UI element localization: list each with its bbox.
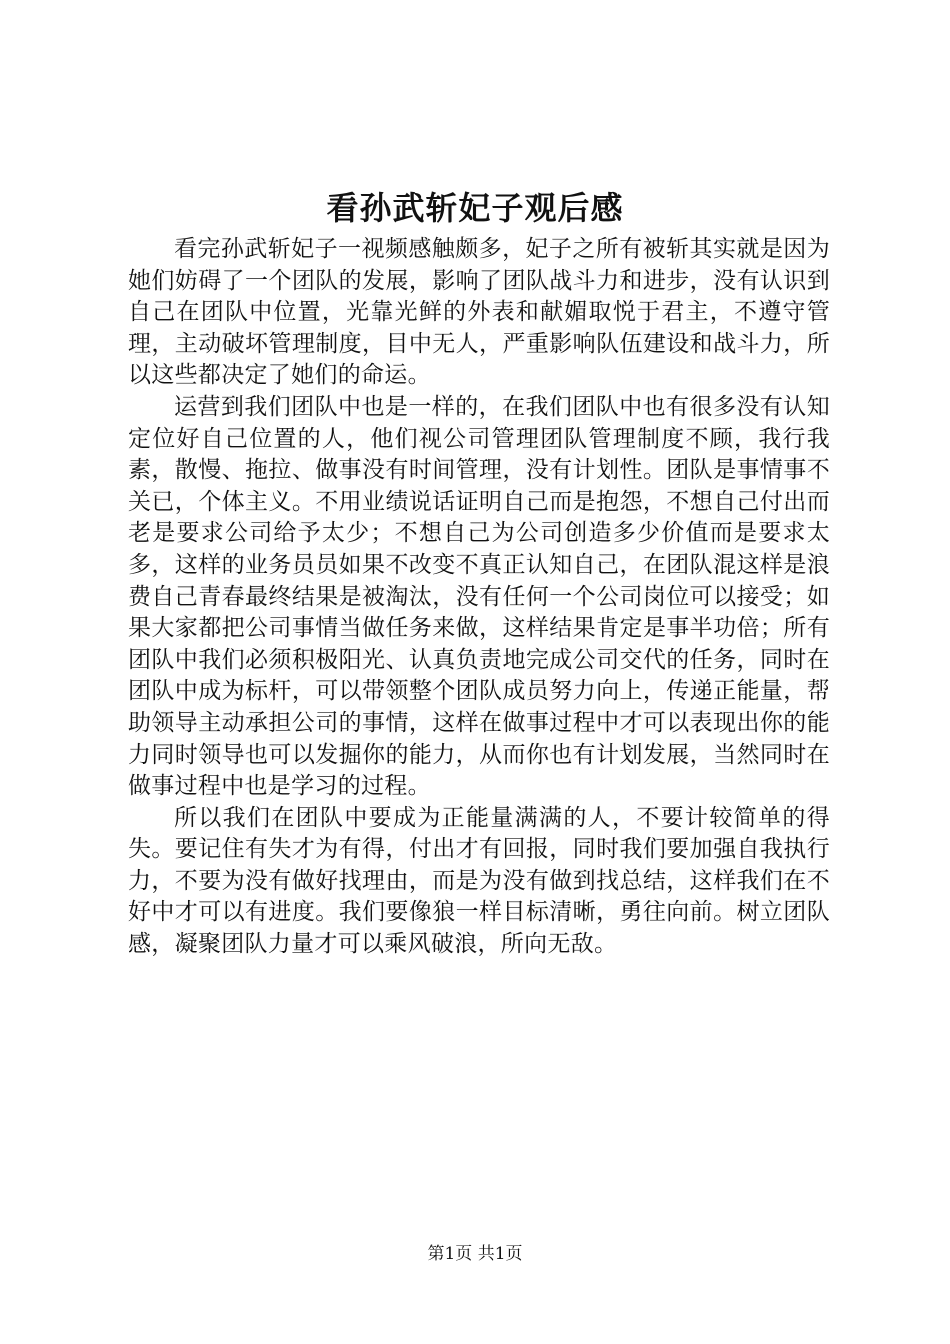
paragraph-2: 运营到我们团队中也是一样的，在我们团队中也有很多没有认知定位好自己位置的人，他们视公司管理团队管理制度不顾，我行我素，散慢、拖拉、做事没有时间管理，没有计划性。团队是事情事不关已，个体主义。不用业绩说话证明自己而是抱怨，不想自己付出而老是要求公司给予太少；不想自己为公司创造多少价值而是要求太多，这样的业务员员如果不改变不真正认知自己，在团队混这样是浪费自己青春最终结果是被淘汰，没有任何一个公司岗位可以接受；如果大家都把公司事情当做任务来做，这样结果肯定是事半功倍；所有团队中我们必须积极阳光、认真负责地完成公司交代的任务，同时在团队中成为标杆，可以带领整个团队成员努力向上，传递正能量，帮助领导主动承担公司的事情，这样在做事过程中才可以表现出你的能力同时领导也可以发掘你的能力，从而你也有计划发展，当然同时在做事过程中也是学习的过程。: [128, 393, 830, 800]
page-footer: 第1页 共1页: [427, 1244, 523, 1264]
paragraph-1: 看完孙武斩妃子一视频感触颇多，妃子之所有被斩其实就是因为她们妨碍了一个团队的发展，影响了团队战斗力和进步，没有认识到自己在团队中位置，光靠光鲜的外表和献媚取悦于君主，不遵守管理，主动破坏管理制度，目中无人，严重影响队伍建设和战斗力，所以这些都决定了她们的命运。: [128, 236, 830, 389]
document-title: 看孙武斩妃子观后感: [326, 189, 624, 227]
document-body: [128, 234, 830, 961]
paragraph-3: 所以我们在团队中要成为正能量满满的人，不要计较简单的得失。要记住有失才为有得，付出才有回报，同时我们要加强自我执行力，不要为没有做好找理由，而是为没有做到找总结，这样我们在不好中才可以有进度。我们要像狼一样目标清晰，勇往向前。树立团队感，凝聚团队力量才可以乘风破浪，所向无敌。: [128, 804, 830, 958]
